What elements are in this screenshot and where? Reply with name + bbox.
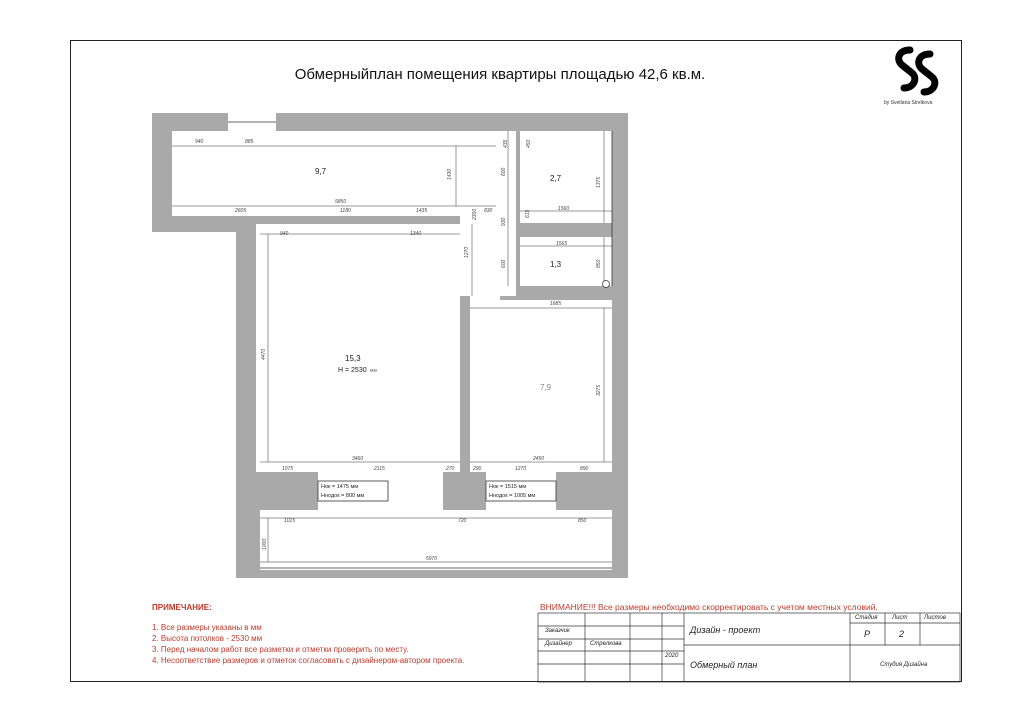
year-value: 2020 [665, 653, 679, 659]
sheets-label: Листов [924, 615, 946, 621]
window-height-label: Нок = 1515 мм [489, 484, 527, 490]
room-area: 1,3 [550, 260, 562, 269]
project-name: Дизайн - проект [690, 625, 761, 635]
dimension-label: 3460 [352, 456, 364, 462]
stage-value: Р [864, 629, 871, 639]
note-item: 3. Перед началом работ все разметки и отметки проверить по месту. [152, 645, 409, 654]
room-area: 9,7 [315, 167, 327, 176]
dimension-label: 1075 [282, 466, 294, 472]
dimension-label: 940 [280, 231, 289, 237]
stage-label: Стадия [855, 615, 878, 621]
window-height-label: Нок = 1475 мм [321, 484, 359, 490]
sheet-label: Лист [892, 615, 908, 621]
page-title: Обмерныйплан помещения квартиры площадью 42,6 кв.м. [294, 66, 706, 83]
dimension-label: 2115 [374, 466, 385, 472]
dimension-label: 450 [526, 139, 532, 148]
dimension-label: 4470 [261, 348, 267, 360]
dimension-label: 850 [596, 259, 602, 268]
room-area: 2,7 [550, 174, 562, 183]
title-block-grid [538, 613, 960, 682]
dimension-label: 1180 [340, 208, 351, 214]
dimension-label: 890 [580, 466, 589, 472]
dimension-label: 290 [473, 466, 482, 472]
dimension-label: 1565 [556, 241, 568, 247]
logo-caption: by Svetlana Strelkova [884, 100, 933, 106]
note-item: 2. Высота потолков - 2530 мм [152, 634, 263, 643]
dimension-label: 1435 [416, 208, 428, 214]
dimension-label: 600 [501, 259, 507, 268]
dimension-label: 885 [245, 139, 254, 145]
dimension-label: 2605 [235, 208, 247, 214]
dimension-label: 1270 [515, 466, 527, 472]
warning-text: ВНИМАНИЕ!!! Все размеры необходимо скорректировать с учетом местных условий. [540, 602, 878, 612]
customer-label: Заказчик [545, 628, 570, 634]
dimension-label: 1270 [464, 246, 470, 258]
room-area: 15,3 [345, 354, 361, 363]
ceiling-height-unit: мм [370, 368, 377, 374]
dimension-label: 5850 [335, 199, 347, 205]
designer-name: Стрелкова [590, 641, 622, 647]
ceiling-height: H = 2530 [338, 367, 367, 374]
sheet-value: 2 [899, 629, 905, 639]
dimension-label: 615 [525, 209, 531, 218]
dimension-label: 930 [501, 217, 507, 226]
dimension-label: 1560 [558, 206, 570, 212]
dimension-label: 720 [458, 518, 467, 524]
dimension-label: 1340 [410, 231, 422, 237]
dimension-label: 940 [195, 139, 204, 145]
dimension-label: 1015 [284, 518, 296, 524]
dimension-label: 2450 [533, 456, 545, 462]
room-area: 7,9 [540, 383, 552, 392]
dimension-label: 3275 [596, 384, 602, 396]
studio-name: Студия Дизайна [880, 662, 928, 668]
drain-icon [603, 281, 610, 288]
dimension-label: 830 [484, 208, 493, 214]
dimension-label: 5970 [426, 556, 438, 562]
note-item: 4. Несоответствие размеров и отметок согласовать с дизайнером-автором проекта. [152, 656, 465, 665]
dimension-label: 270 [446, 466, 455, 472]
dimension-label: 600 [501, 167, 507, 176]
designer-label: Дизайнер [545, 641, 572, 647]
window-sill-label: Ннодок = 1005 мм [489, 493, 536, 499]
window-sill-label: Ннодок = 800 мм [321, 493, 365, 499]
notes-heading: ПРИМЕЧАНИЕ: [152, 603, 212, 612]
dimension-label: 1430 [447, 168, 453, 180]
dimension-label: 1685 [550, 301, 562, 307]
note-item: 1. Все размеры указаны в мм [152, 623, 262, 632]
dimension-label: 1375 [596, 176, 602, 188]
sheet-name: Обмерный план [690, 660, 758, 670]
dimension-label: 1000 [262, 538, 268, 550]
dimension-label: 850 [578, 518, 587, 524]
dimension-label: 435 [503, 139, 509, 148]
dimension-label: 2300 [472, 208, 478, 220]
